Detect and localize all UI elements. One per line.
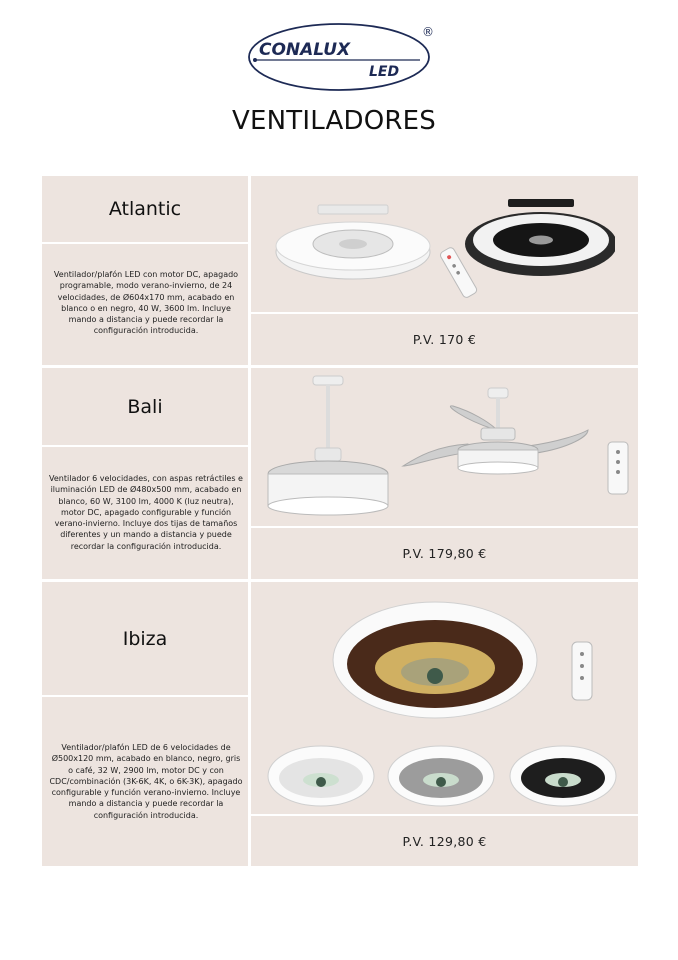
product-photo-atlantic (265, 194, 615, 313)
product-photo-ibiza (265, 592, 625, 811)
product-name: Atlantic (108, 198, 182, 220)
product-name: Ibiza (122, 628, 168, 650)
product-info-cell (42, 176, 248, 365)
product-media-cell (251, 582, 638, 866)
product-info-cell (42, 582, 248, 866)
product-section-ibiza (42, 582, 638, 866)
product-media-cell (251, 368, 638, 579)
product-price: P.V. 170 € (412, 332, 477, 347)
product-photo-bali (263, 374, 633, 528)
logo-sub-text: LED (369, 64, 400, 80)
product-name: Bali (127, 396, 163, 418)
product-info-cell (42, 368, 248, 579)
product-description: Ventilador/plafón LED de 6 velocidades de Ø500x120 mm, acabado en blanco, negro, gris o café, 32 W, 2900 lm, motor DC y con CDC/combinación (3K-6K, 4K, o 6K-3K), apagado configurable y función verano-invierno. Incluye mando a distancia y puede recordar la configuración introducida. (49, 743, 243, 820)
product-section-bali (42, 368, 638, 579)
product-description: Ventilador/plafón LED con motor DC, apagado programable, modo verano-invierno, de 24 velocidades, de Ø604x170 mm, acabado en blanco o en negro, 40 W, 3600 lm. Incluye mando a distancia y puede recordar la configuración introducida. (53, 270, 239, 336)
logo-text: CONALUX (259, 40, 351, 60)
registered-mark: ® (422, 25, 434, 39)
page-title: VENTILADORES (232, 106, 436, 136)
product-section-atlantic (42, 176, 638, 365)
product-price: P.V. 179,80 € (402, 546, 487, 561)
product-media-cell (251, 176, 638, 365)
product-description: Ventilador 6 velocidades, con aspas retráctiles e iluminación LED de Ø480x500 mm, acabado en blanco, 60 W, 3100 lm, 4000 K (luz neutra), motor DC, apagado configurable y función verano-invierno. Incluye dos tijas de tamaños diferentes y un mando a distancia y puede recordar la configuración introducida. (49, 474, 243, 551)
brand-logo (245, 20, 441, 94)
product-price: P.V. 129,80 € (402, 834, 487, 849)
